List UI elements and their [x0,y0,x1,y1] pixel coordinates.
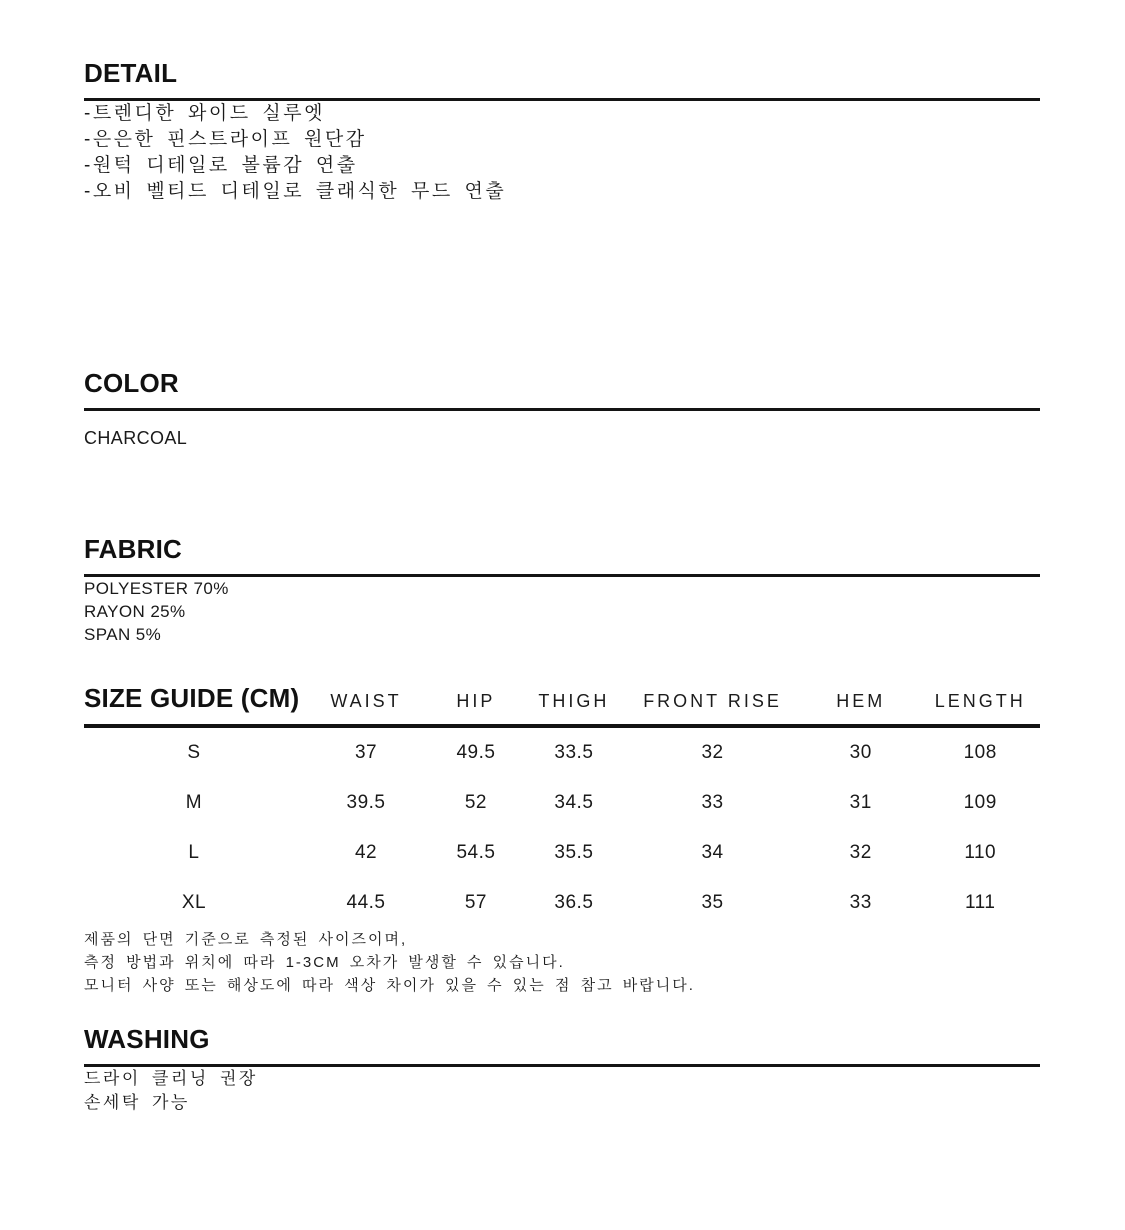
front-rise-value: 33 [701,792,724,813]
fabric-item: POLYESTER 70% [84,579,229,598]
hem-value: 32 [849,842,872,863]
section-color [84,370,1040,449]
detail-item: -오비 벨티드 디테일로 클래식한 무드 연출 [84,181,507,202]
hem-value: 33 [849,892,872,913]
hip-value: 52 [464,792,487,813]
fabric-item: RAYON 25% [84,602,186,621]
waist-value: 37 [354,742,378,763]
thigh-value: 33.5 [554,742,594,763]
fabric-list [84,577,1040,646]
detail-item: -은은한 핀스트라이프 원단감 [84,129,367,150]
column-header-length: LENGTH [934,691,1026,711]
size-guide-heading: SIZE GUIDE (CM) [84,683,300,713]
hip-value: 49.5 [456,742,496,763]
hem-value: 31 [849,792,872,813]
detail-list [84,101,1040,205]
detail-item: -트렌디한 와이드 실루엣 [84,103,325,124]
length-value: 108 [963,742,997,763]
size-label: S [187,742,201,763]
size-note: 측정 방법과 위치에 따라 1-3CM 오차가 발생할 수 있습니다. [84,954,565,971]
fabric-heading: FABRIC [84,534,182,564]
washing-heading: WASHING [84,1024,210,1054]
detail-item: -원턱 디테일로 볼륨감 연출 [84,155,358,176]
thigh-value: 35.5 [554,842,594,863]
front-rise-value: 35 [701,892,724,913]
length-value: 109 [963,792,997,813]
waist-value: 44.5 [346,892,386,913]
fabric-item: SPAN 5% [84,625,162,644]
size-guide-header-row [84,685,1040,714]
size-guide-notes [84,928,1040,997]
front-rise-value: 34 [701,842,724,863]
length-value: 110 [964,842,997,863]
thigh-value: 34.5 [554,792,594,813]
section-washing [84,1026,1040,1115]
hip-value: 57 [464,892,487,913]
size-note: 제품의 단면 기준으로 측정된 사이즈이며, [84,931,408,948]
table-row-m [84,778,1040,828]
table-row-s [84,728,1040,778]
color-divider [84,408,1040,411]
color-heading: COLOR [84,368,179,398]
thigh-value: 36.5 [554,892,594,913]
table-row-xl [84,878,1040,928]
table-row-l [84,828,1040,878]
column-header-front-rise: FRONT RISE [643,691,782,711]
waist-value: 39.5 [346,792,386,813]
section-size-guide [84,685,1040,997]
column-header-hip: HIP [456,691,496,711]
size-label: M [185,792,203,813]
hip-value: 54.5 [456,842,496,863]
column-header-hem: HEM [836,691,886,711]
column-header-thigh: THIGH [538,691,610,711]
length-value: 111 [965,892,996,913]
color-value: CHARCOAL [84,428,188,448]
size-label: XL [181,892,207,913]
washing-item: 드라이 클리닝 권장 [84,1069,258,1088]
section-detail [84,60,1040,205]
section-fabric [84,536,1040,646]
front-rise-value: 32 [701,742,724,763]
column-header-waist: WAIST [330,691,402,711]
detail-heading: DETAIL [84,58,178,88]
size-label: L [188,842,200,863]
waist-value: 42 [354,842,378,863]
washing-list [84,1067,1040,1115]
size-note: 모니터 사양 또는 해상도에 따라 색상 차이가 있을 수 있는 점 참고 바랍니다. [84,977,695,994]
hem-value: 30 [849,742,872,763]
washing-item: 손세탁 가능 [84,1093,190,1112]
